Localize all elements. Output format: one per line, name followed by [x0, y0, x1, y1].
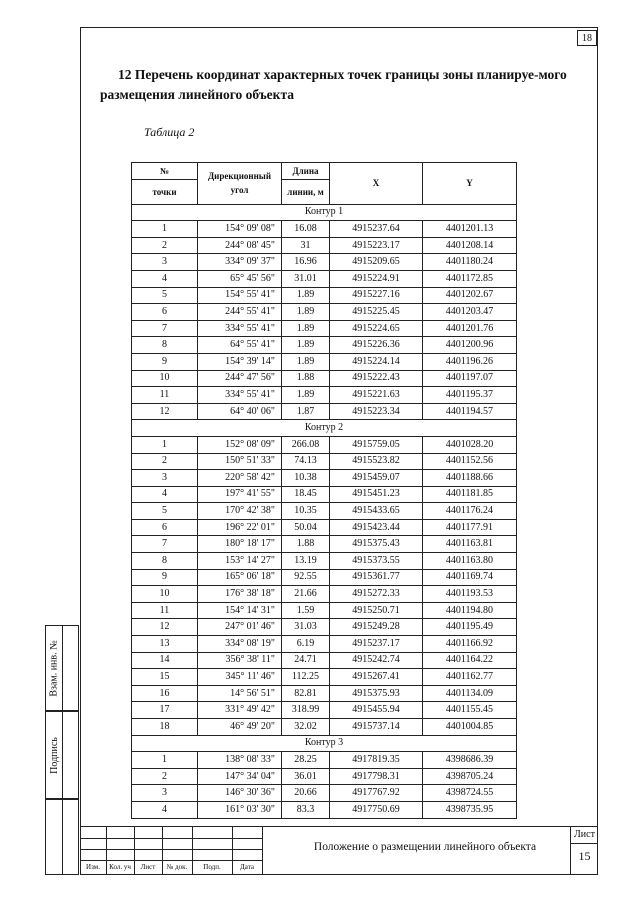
sheet-box: [570, 827, 598, 875]
table-row: [132, 702, 517, 719]
point-number-cell: 5: [132, 287, 198, 304]
direction-angle-cell: 331° 49' 42": [198, 702, 282, 719]
x-coord-cell: 4915237.17: [330, 636, 423, 653]
x-coord-cell: 4915250.71: [330, 602, 423, 619]
line-length-cell: 10.38: [282, 470, 330, 487]
x-coord-cell: 4915451.23: [330, 486, 423, 503]
line-length-cell: 1.87: [282, 403, 330, 420]
direction-angle-cell: 244° 47' 56": [198, 370, 282, 387]
table-row: [132, 719, 517, 736]
line-length-cell: 1.89: [282, 387, 330, 404]
header-num-bottom: точки: [132, 179, 198, 204]
title-block-column-label: Кол. уч: [109, 863, 131, 871]
section-title: Контур 1: [132, 204, 517, 221]
table-row: [132, 387, 517, 404]
line-length-cell: 6.19: [282, 636, 330, 653]
point-number-cell: 6: [132, 304, 198, 321]
point-number-cell: 16: [132, 685, 198, 702]
y-coord-cell: 4398735.95: [423, 801, 517, 818]
point-number-cell: 2: [132, 768, 198, 785]
table-row: [132, 536, 517, 553]
section-title: Контур 3: [132, 735, 517, 752]
y-coord-cell: 4401172.85: [423, 270, 517, 287]
line-length-cell: 20.66: [282, 785, 330, 802]
x-coord-cell: 4915423.44: [330, 519, 423, 536]
title-block-column-label: № док.: [166, 863, 188, 871]
direction-angle-cell: 14° 56' 51": [198, 685, 282, 702]
x-coord-cell: 4915209.65: [330, 254, 423, 271]
point-number-cell: 1: [132, 752, 198, 769]
direction-angle-cell: 334° 55' 41": [198, 387, 282, 404]
point-number-cell: 3: [132, 470, 198, 487]
table-row: [132, 801, 517, 818]
point-number-cell: 3: [132, 254, 198, 271]
x-coord-cell: 4915225.45: [330, 304, 423, 321]
table-row: [132, 752, 517, 769]
table-row: [132, 221, 517, 238]
sheet-number: 15: [578, 849, 591, 863]
table-row: [132, 586, 517, 603]
line-length-cell: 24.71: [282, 652, 330, 669]
point-number-cell: 5: [132, 503, 198, 520]
table-row: [132, 370, 517, 387]
table-caption: Таблица 2: [144, 125, 195, 139]
y-coord-cell: 4401004.85: [423, 719, 517, 736]
x-coord-cell: 4915375.93: [330, 685, 423, 702]
line-length-cell: 13.19: [282, 553, 330, 570]
direction-angle-cell: 220° 58' 42": [198, 470, 282, 487]
x-coord-cell: 4915227.16: [330, 287, 423, 304]
x-coord-cell: 4915375.43: [330, 536, 423, 553]
point-number-cell: 14: [132, 652, 198, 669]
x-coord-cell: 4915226.36: [330, 337, 423, 354]
direction-angle-cell: 153° 14' 27": [198, 553, 282, 570]
point-number-cell: 6: [132, 519, 198, 536]
y-coord-cell: 4401200.96: [423, 337, 517, 354]
section-row: [132, 735, 517, 752]
direction-angle-cell: 154° 09' 08": [198, 221, 282, 238]
y-coord-cell: 4401180.24: [423, 254, 517, 271]
header-num-top: №: [132, 163, 198, 180]
y-coord-cell: 4401188.66: [423, 470, 517, 487]
header-direction: Дирекционный угол: [198, 163, 282, 205]
x-coord-cell: 4915455.94: [330, 702, 423, 719]
table-row: [132, 602, 517, 619]
table-row: [132, 652, 517, 669]
line-length-cell: 36.01: [282, 768, 330, 785]
y-coord-cell: 4401194.80: [423, 602, 517, 619]
section-heading: 12 Перечень координат характерных точек границы зоны планируе-мого размещения линейного объекта: [100, 67, 567, 102]
table-row: [132, 304, 517, 321]
x-coord-cell: 4915223.34: [330, 403, 423, 420]
point-number-cell: 8: [132, 337, 198, 354]
direction-angle-cell: 165° 06' 18": [198, 569, 282, 586]
table-row: [132, 685, 517, 702]
coordinates-table: [131, 162, 517, 819]
y-coord-cell: 4401195.37: [423, 387, 517, 404]
y-coord-cell: 4401193.53: [423, 586, 517, 603]
line-length-cell: 83.3: [282, 801, 330, 818]
title-block-column-label: Дата: [240, 863, 254, 871]
line-length-cell: 1.89: [282, 287, 330, 304]
point-number-cell: 13: [132, 636, 198, 653]
x-coord-cell: 4917750.69: [330, 801, 423, 818]
x-coord-cell: 4917819.35: [330, 752, 423, 769]
sheet-label: Лист: [571, 829, 598, 844]
line-length-cell: 1.88: [282, 370, 330, 387]
direction-angle-cell: 345° 11' 46": [198, 669, 282, 686]
x-coord-cell: 4915272.33: [330, 586, 423, 603]
y-coord-cell: 4401194.57: [423, 403, 517, 420]
y-coord-cell: 4401202.67: [423, 287, 517, 304]
x-coord-cell: 4915361.77: [330, 569, 423, 586]
y-coord-cell: 4401176.24: [423, 503, 517, 520]
point-number-cell: 4: [132, 486, 198, 503]
table-row: [132, 337, 517, 354]
y-coord-cell: 4401028.20: [423, 436, 517, 453]
x-coord-cell: 4915433.65: [330, 503, 423, 520]
point-number-cell: 18: [132, 719, 198, 736]
direction-angle-cell: 154° 39' 14": [198, 353, 282, 370]
direction-angle-cell: 65° 45' 56": [198, 270, 282, 287]
x-coord-cell: 4915373.55: [330, 553, 423, 570]
point-number-cell: 8: [132, 553, 198, 570]
x-coord-cell: 4915224.91: [330, 270, 423, 287]
direction-angle-cell: 244° 08' 45": [198, 237, 282, 254]
x-coord-cell: 4915224.14: [330, 353, 423, 370]
x-coord-cell: 4917767.92: [330, 785, 423, 802]
side-label-blank: [46, 800, 63, 874]
x-coord-cell: 4915221.63: [330, 387, 423, 404]
line-length-cell: 50.04: [282, 519, 330, 536]
direction-angle-cell: 161° 03' 30": [198, 801, 282, 818]
direction-angle-cell: 180° 18' 17": [198, 536, 282, 553]
y-coord-cell: 4401203.47: [423, 304, 517, 321]
y-coord-cell: 4401155.45: [423, 702, 517, 719]
point-number-cell: 9: [132, 569, 198, 586]
y-coord-cell: 4401195.49: [423, 619, 517, 636]
line-length-cell: 82.81: [282, 685, 330, 702]
point-number-cell: 11: [132, 602, 198, 619]
line-length-cell: 21.66: [282, 586, 330, 603]
table-row: [132, 486, 517, 503]
point-number-cell: 2: [132, 237, 198, 254]
table-row: [132, 785, 517, 802]
title-block-grid: [80, 827, 262, 875]
point-number-cell: 1: [132, 221, 198, 238]
direction-angle-cell: 334° 08' 19": [198, 636, 282, 653]
y-coord-cell: 4401196.26: [423, 353, 517, 370]
section-row: [132, 204, 517, 221]
table-row: [132, 553, 517, 570]
x-coord-cell: 4915224.65: [330, 320, 423, 337]
direction-angle-cell: 197° 41' 55": [198, 486, 282, 503]
line-length-cell: 16.96: [282, 254, 330, 271]
section-title: Контур 2: [132, 420, 517, 437]
title-block-column-label: Лист: [140, 863, 156, 871]
line-length-cell: 31: [282, 237, 330, 254]
header-length-bottom: линии, м: [282, 179, 330, 204]
point-number-cell: 1: [132, 436, 198, 453]
table-row: [132, 353, 517, 370]
table-row: [132, 503, 517, 520]
direction-angle-cell: 196° 22' 01": [198, 519, 282, 536]
direction-angle-cell: 138° 08' 33": [198, 752, 282, 769]
point-number-cell: 4: [132, 801, 198, 818]
side-label-vzam: Взам. инв. №: [46, 626, 63, 710]
y-coord-cell: 4401163.81: [423, 536, 517, 553]
header-length-top: Длина: [282, 163, 330, 180]
x-coord-cell: 4915759.05: [330, 436, 423, 453]
table-row: [132, 636, 517, 653]
direction-angle-cell: 150° 51' 33": [198, 453, 282, 470]
direction-angle-cell: 170° 42' 38": [198, 503, 282, 520]
x-coord-cell: 4915459.07: [330, 470, 423, 487]
line-length-cell: 1.88: [282, 536, 330, 553]
line-length-cell: 266.08: [282, 436, 330, 453]
direction-angle-cell: 154° 14' 31": [198, 602, 282, 619]
table-row: [132, 453, 517, 470]
line-length-cell: 318.99: [282, 702, 330, 719]
point-number-cell: 12: [132, 619, 198, 636]
x-coord-cell: 4915242.74: [330, 652, 423, 669]
point-number-cell: 10: [132, 370, 198, 387]
header-x: X: [330, 163, 423, 205]
line-length-cell: 74.13: [282, 453, 330, 470]
y-coord-cell: 4401163.80: [423, 553, 517, 570]
y-coord-cell: 4398705.24: [423, 768, 517, 785]
table-row: [132, 270, 517, 287]
direction-angle-cell: 334° 55' 41": [198, 320, 282, 337]
line-length-cell: 10.35: [282, 503, 330, 520]
line-length-cell: 18.45: [282, 486, 330, 503]
y-coord-cell: 4401152.56: [423, 453, 517, 470]
table-row: [132, 287, 517, 304]
line-length-cell: 31.03: [282, 619, 330, 636]
y-coord-cell: 4401208.14: [423, 237, 517, 254]
table-row: [132, 569, 517, 586]
y-coord-cell: 4401166.92: [423, 636, 517, 653]
y-coord-cell: 4401177.91: [423, 519, 517, 536]
side-label-podpis: Подпись: [46, 712, 63, 798]
y-coord-cell: 4401201.13: [423, 221, 517, 238]
x-coord-cell: 4915267.41: [330, 669, 423, 686]
y-coord-cell: 4401197.07: [423, 370, 517, 387]
title-block-column-label: Изм.: [86, 863, 100, 871]
table-row: [132, 403, 517, 420]
line-length-cell: 16.08: [282, 221, 330, 238]
x-coord-cell: 4915523.82: [330, 453, 423, 470]
line-length-cell: 1.89: [282, 353, 330, 370]
line-length-cell: 32.02: [282, 719, 330, 736]
x-coord-cell: 4917798.31: [330, 768, 423, 785]
side-strip-blank: [45, 799, 79, 875]
corner-page-number: 18: [577, 30, 597, 46]
point-number-cell: 10: [132, 586, 198, 603]
point-number-cell: 7: [132, 320, 198, 337]
header-row-top: [132, 163, 517, 180]
line-length-cell: 1.89: [282, 337, 330, 354]
line-length-cell: 1.59: [282, 602, 330, 619]
point-number-cell: 7: [132, 536, 198, 553]
title-block: [80, 826, 598, 875]
point-number-cell: 4: [132, 270, 198, 287]
direction-angle-cell: 154° 55' 41": [198, 287, 282, 304]
title-block-column-labels: [80, 860, 262, 875]
table-row: [132, 768, 517, 785]
direction-angle-cell: 146° 30' 36": [198, 785, 282, 802]
point-number-cell: 11: [132, 387, 198, 404]
direction-angle-cell: 147° 34' 04": [198, 768, 282, 785]
x-coord-cell: 4915737.14: [330, 719, 423, 736]
y-coord-cell: 4401181.85: [423, 486, 517, 503]
direction-angle-cell: 64° 55' 41": [198, 337, 282, 354]
table-row: [132, 519, 517, 536]
y-coord-cell: 4401169.74: [423, 569, 517, 586]
direction-angle-cell: 64° 40' 06": [198, 403, 282, 420]
direction-angle-cell: 244° 55' 41": [198, 304, 282, 321]
side-strip-vzam: [45, 625, 79, 711]
direction-angle-cell: 152° 08' 09": [198, 436, 282, 453]
point-number-cell: 12: [132, 403, 198, 420]
table-row: [132, 470, 517, 487]
point-number-cell: 2: [132, 453, 198, 470]
line-length-cell: 112.25: [282, 669, 330, 686]
direction-angle-cell: 46° 49' 20": [198, 719, 282, 736]
x-coord-cell: 4915223.17: [330, 237, 423, 254]
document-title: Положение о размещении линейного объекта: [313, 841, 537, 853]
direction-angle-cell: 334° 09' 37": [198, 254, 282, 271]
point-number-cell: 3: [132, 785, 198, 802]
table-body: [132, 204, 517, 818]
header-y: Y: [423, 163, 517, 205]
line-length-cell: 31.01: [282, 270, 330, 287]
line-length-cell: 1.89: [282, 304, 330, 321]
x-coord-cell: 4915237.64: [330, 221, 423, 238]
direction-angle-cell: 176° 38' 18": [198, 586, 282, 603]
y-coord-cell: 4401134.09: [423, 685, 517, 702]
table-row: [132, 619, 517, 636]
side-strip-podpis: [45, 711, 79, 799]
y-coord-cell: 4398724.55: [423, 785, 517, 802]
y-coord-cell: 4401164.22: [423, 652, 517, 669]
point-number-cell: 17: [132, 702, 198, 719]
direction-angle-cell: 247° 01' 46": [198, 619, 282, 636]
table-row: [132, 669, 517, 686]
y-coord-cell: 4398686.39: [423, 752, 517, 769]
x-coord-cell: 4915222.43: [330, 370, 423, 387]
line-length-cell: 92.55: [282, 569, 330, 586]
y-coord-cell: 4401201.76: [423, 320, 517, 337]
table-row: [132, 254, 517, 271]
point-number-cell: 15: [132, 669, 198, 686]
table-row: [132, 436, 517, 453]
line-length-cell: 1.89: [282, 320, 330, 337]
point-number-cell: 9: [132, 353, 198, 370]
line-length-cell: 28.25: [282, 752, 330, 769]
x-coord-cell: 4915249.28: [330, 619, 423, 636]
table-row: [132, 320, 517, 337]
y-coord-cell: 4401162.77: [423, 669, 517, 686]
table-row: [132, 237, 517, 254]
direction-angle-cell: 356° 38' 11": [198, 652, 282, 669]
title-block-column-label: Подп.: [203, 863, 221, 871]
section-row: [132, 420, 517, 437]
